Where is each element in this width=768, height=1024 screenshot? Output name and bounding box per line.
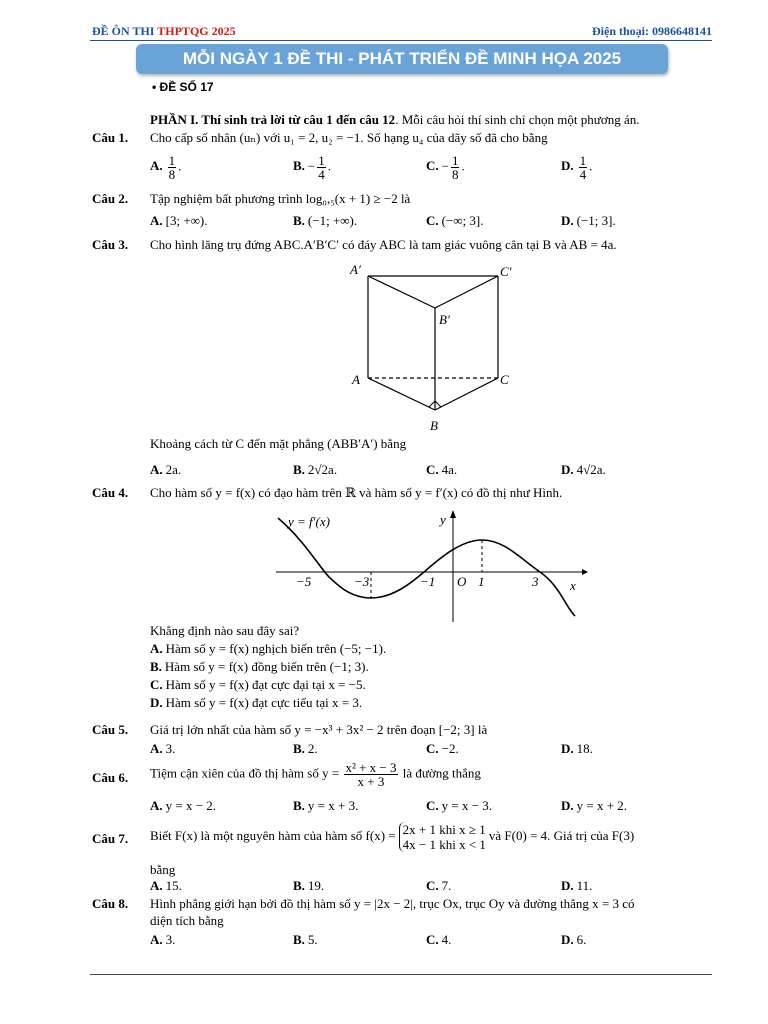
question-text-cont: bằng	[150, 862, 176, 877]
question-label: Câu 3.	[92, 237, 129, 252]
question-text: Khẳng định nào sau đây sai?	[150, 623, 300, 638]
header-title	[92, 24, 236, 39]
tick-3: 3	[532, 574, 539, 589]
option-d[interactable]: D. y = x + 2.	[561, 798, 628, 813]
question-label: Câu 6.	[92, 770, 129, 785]
statement-a[interactable]: A. Hàm số y = f(x) nghịch biến trên (−5; −1).	[150, 641, 387, 656]
options-row	[150, 213, 712, 231]
question-text-cont: diện tích bằng	[150, 913, 224, 928]
question-5	[92, 722, 712, 760]
option-b[interactable]: B. 19.	[293, 878, 325, 893]
option-d[interactable]: D. $\frac{1}{4}$ .	[561, 153, 593, 182]
question-text: Cho hình lăng trụ đứng ABC.A′B′C′ có đáy ABC là tam giác vuông cân tại B và AB = 4a.	[150, 237, 617, 252]
question-3-continued	[92, 436, 712, 482]
option-d[interactable]: D. 18.	[561, 741, 593, 756]
option-d[interactable]: D. 4√2a.	[561, 462, 606, 477]
question-text: Cho hàm số y = f(x) có đạo hàm trên ℝ và hàm số y = f′(x) có đồ thị như Hình.	[150, 485, 563, 500]
label-b: B	[430, 418, 438, 433]
y-axis-label: y	[440, 512, 446, 527]
question-label: Câu 2.	[92, 191, 129, 206]
option-d[interactable]: D. 6.	[561, 932, 587, 947]
option-c[interactable]: C. − $\frac{1}{8}$ .	[426, 153, 465, 182]
option-b[interactable]: B. − $\frac{1}{4}$ .	[293, 153, 332, 182]
options-row	[150, 741, 712, 759]
question-label: Câu 8.	[92, 896, 129, 911]
option-b[interactable]: B. (−1; +∞).	[293, 213, 358, 228]
option-a[interactable]: A. [3; +∞).	[150, 213, 208, 228]
label-a-prime: A′	[350, 262, 361, 277]
footer-divider	[90, 974, 712, 975]
tick-neg1: −1	[420, 574, 436, 589]
header-phone: Điện thoại: 0986648141	[592, 24, 712, 38]
option-d[interactable]: D. 11.	[561, 878, 593, 893]
option-b[interactable]: B. 2√2a.	[293, 462, 338, 477]
header-divider	[90, 40, 712, 41]
statement-c[interactable]: C. Hàm số y = f(x) đạt cực đại tại x = −5.	[150, 677, 366, 692]
option-a[interactable]: A. 3.	[150, 932, 176, 947]
tick-1: 1	[478, 574, 485, 589]
option-a[interactable]: A. 2a.	[150, 462, 182, 477]
options-row	[150, 878, 712, 896]
question-text: Giá trị lớn nhất của hàm số y = −x³ + 3x² − 2 trên đoạn [−2; 3] là	[150, 722, 488, 737]
options-row	[150, 153, 712, 182]
origin-label: O	[457, 574, 467, 589]
options-row	[150, 798, 712, 816]
option-a[interactable]: A. y = x − 2.	[150, 798, 217, 813]
derivative-graph	[270, 506, 590, 626]
header-title-prefix: ĐỀ ÔN THI	[92, 24, 155, 38]
option-a[interactable]: A. $\frac{1}{8}$ .	[150, 153, 182, 182]
option-b[interactable]: B. 5.	[293, 932, 318, 947]
question-label: Câu 1.	[92, 130, 129, 145]
question-text: Cho cấp số nhân (uₙ) với u₁ = 2, u₂ = −1. Số hạng u₄ của dãy số đã cho bằng	[150, 130, 548, 145]
option-c[interactable]: C. 4a.	[426, 462, 458, 477]
header-title-exam: THPTQG 2025	[157, 24, 236, 38]
question-text: Tập nghiệm bất phương trình log₀,₅(x + 1) ≥ −2 là	[150, 191, 411, 206]
label-b-prime: B′	[439, 312, 450, 327]
question-text: Biết F(x) là một nguyên hàm của hàm số f(x) = 2x + 1 khi x ≥ 1 4x − 1 khi x < 1 và F(0) = 4. Giá trị của F(3)	[150, 822, 635, 852]
option-c[interactable]: C. (−∞; 3].	[426, 213, 484, 228]
option-a[interactable]: A. 3.	[150, 741, 176, 756]
prism-figure	[340, 258, 530, 438]
question-8	[92, 896, 712, 952]
question-text: Tiệm cận xiên của đồ thị hàm số y = $\frac{\text{x² + x − 3}}{x + 3}$ là đường thẳng	[150, 760, 481, 789]
question-2	[92, 191, 712, 231]
part-title: PHẦN I. Thí sinh trả lời từ câu 1 đến câu 12	[150, 112, 396, 127]
label-a: A	[352, 372, 360, 387]
option-c[interactable]: C. 4.	[426, 932, 452, 947]
curve-label: y = f′(x)	[288, 514, 330, 529]
exam-number: • ĐỀ SỐ 17	[152, 80, 214, 94]
options-row	[150, 462, 712, 480]
banner-title: MỖI NGÀY 1 ĐỀ THI - PHÁT TRIỂN ĐỀ MINH HỌA 2025	[136, 44, 668, 74]
part-instruction: . Mỗi câu hỏi thí sinh chỉ chọn một phương án.	[395, 112, 640, 127]
option-c[interactable]: C. −2.	[426, 741, 459, 756]
label-c: C	[500, 372, 509, 387]
question-label: Câu 4.	[92, 485, 129, 500]
statement-d[interactable]: D. Hàm số y = f(x) đạt cực tiểu tại x = 3.	[150, 695, 363, 710]
options-row	[150, 932, 712, 950]
statement-b[interactable]: B. Hàm số y = f(x) đồng biến trên (−1; 3).	[150, 659, 369, 674]
option-a[interactable]: A. 15.	[150, 878, 182, 893]
tick-neg5: −5	[296, 574, 312, 589]
option-b[interactable]: B. y = x + 3.	[293, 798, 359, 813]
question-label: Câu 5.	[92, 722, 129, 737]
question-4-continued	[92, 623, 712, 718]
option-b[interactable]: B. 2.	[293, 741, 318, 756]
option-d[interactable]: D. (−1; 3].	[561, 213, 616, 228]
question-label: Câu 7.	[92, 831, 129, 846]
question-6	[92, 760, 712, 820]
question-1	[92, 130, 712, 190]
label-c-prime: C′	[500, 264, 512, 279]
question-4	[92, 485, 712, 505]
option-c[interactable]: C. 7.	[426, 878, 452, 893]
question-text: Hình phẳng giới hạn bởi đồ thị hàm số y = |2x − 2|, trục Ox, trục Oy và đường thẳng x = 3 có	[150, 896, 635, 911]
x-axis-label: x	[570, 578, 576, 593]
tick-neg3: −3	[354, 574, 370, 589]
option-c[interactable]: C. y = x − 3.	[426, 798, 493, 813]
question-7	[92, 822, 712, 894]
part-heading	[150, 112, 639, 128]
question-text: Khoảng cách từ C đến mặt phẳng (ABB′A′) bằng	[150, 436, 407, 451]
